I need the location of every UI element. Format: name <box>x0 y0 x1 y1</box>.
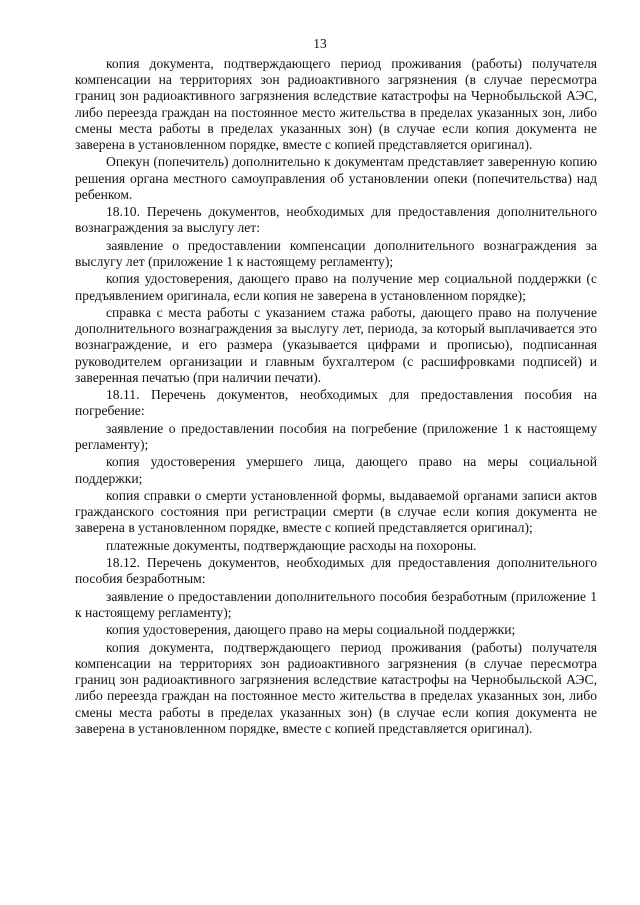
document-body <box>75 56 597 738</box>
paragraph: заявление о предоставлении пособия на погребение (приложение 1 к настоящему регламенту); <box>75 420 597 452</box>
paragraph: справка с места работы с указанием стажа работы, дающего право на получение дополнительного вознаграждения за выслугу лет, периода, за который выплачивается это вознаграждение, и его размера (указывается цифрами и прописью), подписанная руководителем организации и главным бухгалтером (с расшифровками подписей) и заверенная печатью (при наличии печати). <box>75 304 597 385</box>
section-heading-18-11: 18.11. Перечень документов, необходимых для предоставления пособия на погребение: <box>75 387 597 419</box>
paragraph: заявление о предоставлении компенсации дополнительного вознаграждения за выслугу лет (приложение 1 к настоящему регламенту); <box>75 237 597 269</box>
page-number: 13 <box>313 36 327 51</box>
paragraph: платежные документы, подтверждающие расходы на похороны. <box>106 537 477 553</box>
paragraph: Опекун (попечитель) дополнительно к документам представляет заверенную копию решения органа местного самоуправления об установлении опеки (попечительства) над ребенком. <box>75 154 597 202</box>
section-heading-18-12: 18.12. Перечень документов, необходимых для предоставления дополнительного пособия безработным: <box>75 555 597 587</box>
paragraph: копия документа, подтверждающего период проживания (работы) получателя компенсации на территориях зон радиоактивного загрязнения (в случае пересмотра границ зон радиоактивного загрязнения вследствие катастрофы на Чернобыльской АЭС, либо переезда граждан на постоянное место жительства в пределах указанных зон, либо смены места работы в пределах указанных зон) (в случае если копия документа не заверена в установленном порядке, вместе с копией представляется оригинал). <box>75 639 597 736</box>
paragraph: копия документа, подтверждающего период проживания (работы) получателя компенсации на территориях зон радиоактивного загрязнения (в случае пересмотра границ зон радиоактивного загрязнения вследствие катастрофы на Чернобыльской АЭС, либо переезда граждан на постоянное место жительства в пределах указанных зон, либо смены места работы в пределах указанных зон) (в случае если копия документа не заверена в установленном порядке, вместе с копией представляется оригинал). <box>75 56 597 153</box>
paragraph: копия удостоверения, дающего право на получение мер социальной поддержки (с предъявлением оригинала, если копия не заверена в установленном порядке); <box>75 271 597 303</box>
paragraph: копия справки о смерти установленной формы, выдаваемой органами записи актов гражданского состояния при регистрации смерти (в случае если копия документа не заверена в установленном порядке, вместе с копией представляется оригинал); <box>75 487 597 536</box>
paragraph: копия удостоверения, дающего право на меры социальной поддержки; <box>106 622 516 638</box>
paragraph: заявление о предоставлении дополнительного пособия безработным (приложение 1 к настоящему регламенту); <box>75 588 597 620</box>
section-heading-18-10: 18.10. Перечень документов, необходимых для предоставления дополнительного вознаграждения за выслугу лет: <box>75 204 597 236</box>
paragraph: копия удостоверения умершего лица, дающего право на меры социальной поддержки; <box>75 454 597 486</box>
